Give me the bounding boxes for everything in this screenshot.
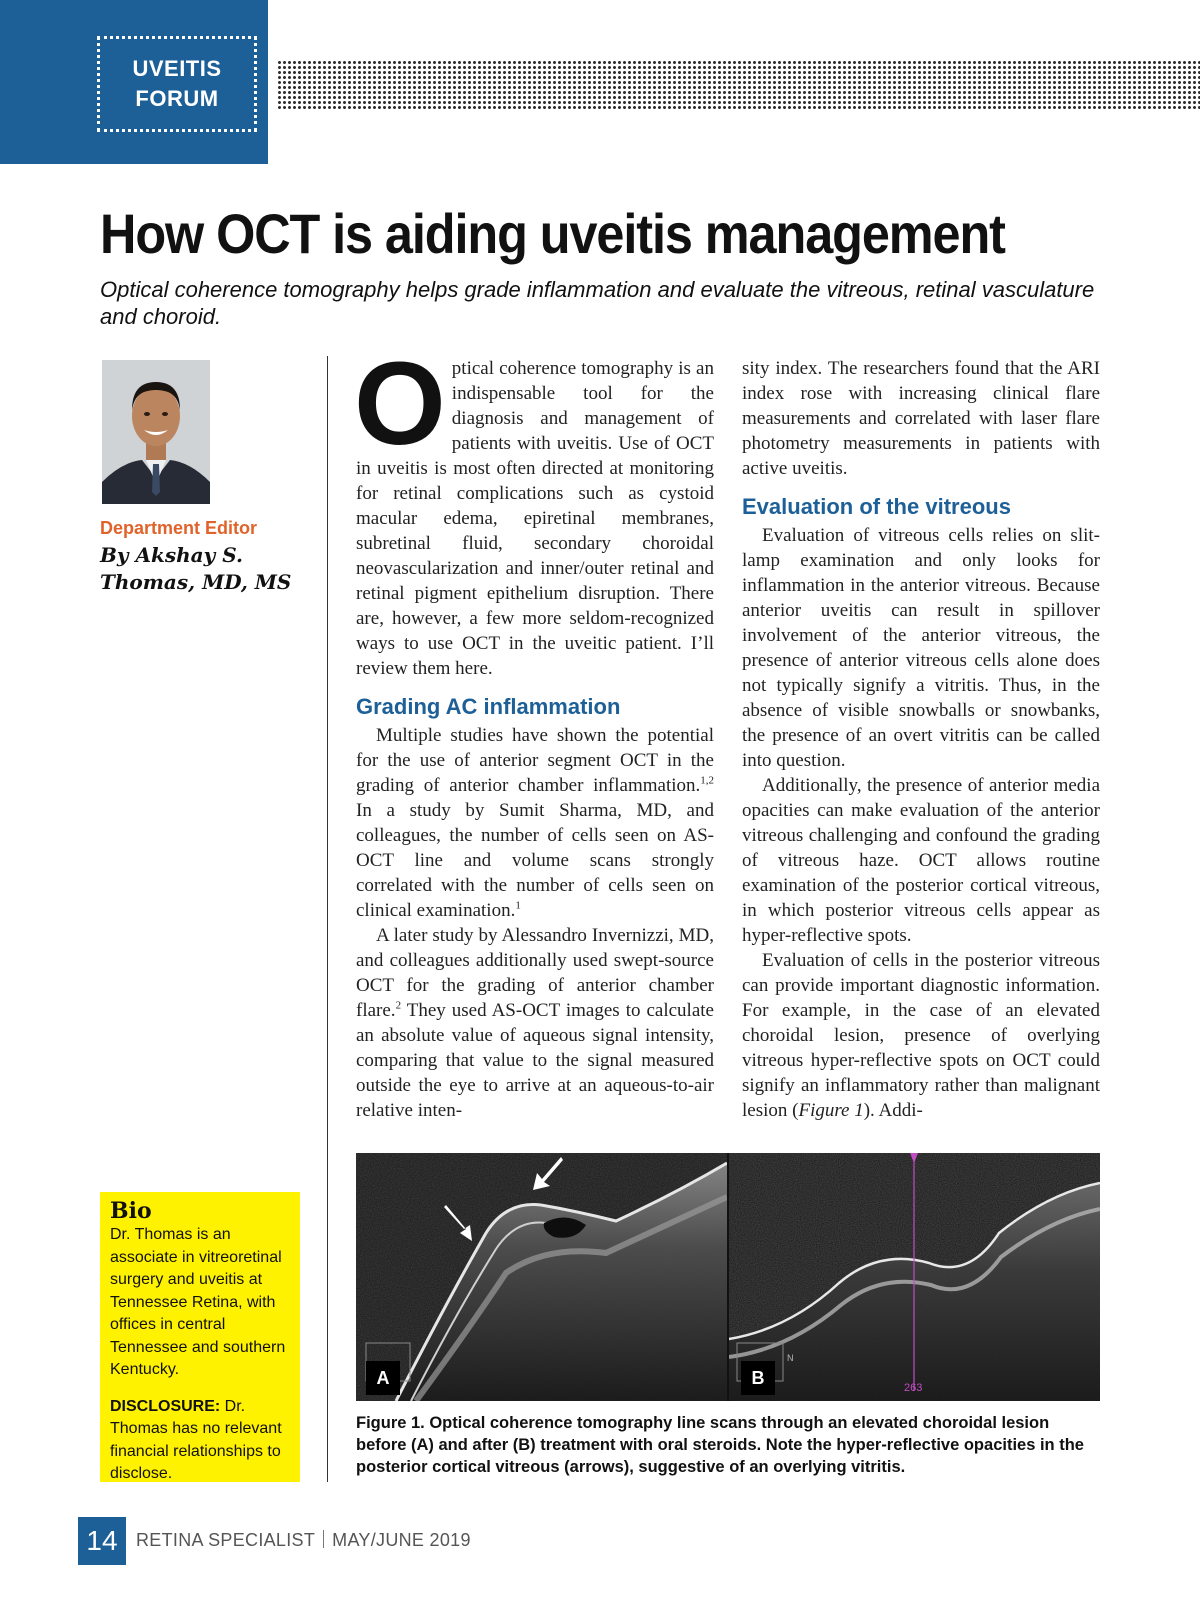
paragraph-vitreous-1: Evaluation of vitreous cells relies on slit-lamp examination and only looks for inflammation in the anterior vitreous. Because anterior uveitis can result in spillover involvement of the anterior vitreous, the presence of anterior vitreous cells alone does not typically signify a vitritis. Thus, in the absence of visible snowballs or snowbanks, the presence of an overt vitritis can be called into question. [742, 525, 1100, 771]
dotted-header-band [277, 60, 1200, 111]
paragraph-text: A later study by Alessandro Invernizzi, MD, and colleagues additionally used swept-source OCT for the grading of anterior chamber flare. [356, 925, 714, 1021]
section-tag-line2: FORUM [135, 86, 219, 111]
section-tag-line1: UVEITIS [132, 56, 222, 81]
paragraph-vitreous-3 [742, 948, 1100, 1123]
figure-oct-scans [356, 1153, 1100, 1401]
footer-publication-line [136, 1530, 471, 1551]
section-tag-border [97, 36, 257, 132]
paragraph-text: They used AS-OCT images to calculate an absolute value of aqueous signal intensity, comparing that value to the signal measured outside the eye to arrive at an aqueous-to-air relative inten- [356, 1000, 714, 1121]
editor-name-line1: By Akshay S. [100, 543, 243, 567]
editor-name [100, 542, 310, 596]
publication-name: RETINA SPECIALIST [136, 1530, 316, 1550]
intro-text: ptical coherence tomography is an indispensable tool for the diagnosis and management of patients with uveitis. Use of OCT in uveitis is most often directed at monitoring for retinal complications such as cystoid macular edema, epiretinal membranes, subretinal fluid, secondary choroidal neovascularization and inner/outer retinal and retinal pigment epithelium disruption. There are, however, a few more seldom-recognized ways to use OCT in the uveitic patient. I’ll review them here. [356, 358, 714, 679]
page-number: 14 [78, 1517, 126, 1565]
footer-divider [323, 1530, 324, 1548]
bio-heading: Bio [110, 1198, 152, 1224]
author-photo [102, 360, 210, 504]
article-subtitle: Optical coherence tomography helps grade inflammation and evaluate the vitreous, retinal vasculature and choroid. [100, 277, 1095, 329]
oct-scan-panel-a [356, 1153, 727, 1401]
panel-label-a: A [366, 1361, 400, 1395]
paragraph-text: In a study by Sumit Sharma, MD, and colleagues, the number of cells seen on AS-OCT line and volume scans strongly correlated with the number of cells seen on clinical examination. [356, 800, 714, 921]
editor-name-line2: Thomas, MD, MS [100, 570, 292, 594]
paragraph-text: ). Addi- [863, 1100, 923, 1121]
paragraph-text: Multiple studies have shown the potential for the use of anterior segment OCT in the grading of anterior chamber inflammation. [356, 725, 714, 796]
paragraph-vitreous-2: Additionally, the presence of anterior media opacities can make evaluation of the anterior vitreous challenging and confound the grading of vitreous haze. OCT allows routine examination of the posterior cortical vitreous, in which posterior vitreous cells appear as hyper-reflective spots. [742, 775, 1100, 946]
intro-paragraph [354, 338, 714, 681]
oct-scan-panel-b [729, 1153, 1100, 1401]
article-column-1 [354, 338, 714, 1123]
reference-marker: 1 [515, 899, 521, 912]
scan-marker-value: 263 [904, 1382, 923, 1394]
article-column-2 [742, 356, 1100, 1123]
panel-label-b: B [741, 1361, 775, 1395]
disclosure-label: DISCLOSURE: [110, 1397, 221, 1415]
column-divider [327, 356, 328, 1482]
figure-caption: Figure 1. Optical coherence tomography line scans through an elevated choroidal lesion before (A) and after (B) treatment with oral steroids. Note the hyper-reflective opacities in the posterior cortical vitreous (arrows), suggestive of an overlying vitritis. [356, 1414, 1084, 1476]
reference-marker: 2 [395, 999, 402, 1012]
paragraph-text: Evaluation of cells in the posterior vitreous can provide important diagnostic information. For example, in the case of an elevated choroidal lesion, presence of overlying vitreous hyper-reflective spots on OCT could signify an inflammatory rather than malignant lesion ( [742, 950, 1100, 1121]
issue-date: MAY/JUNE 2019 [332, 1530, 471, 1550]
scan-marker-n: N [787, 1353, 794, 1363]
heading-grading-ac: Grading AC inflammation [356, 694, 621, 719]
disclosure [110, 1396, 290, 1486]
heading-evaluation-vitreous: Evaluation of the vitreous [742, 494, 1011, 519]
bio-box [100, 1192, 300, 1482]
paragraph-grading-1 [356, 723, 714, 923]
paragraph-grading-2 [356, 923, 714, 1123]
editor-role: Department Editor [100, 518, 258, 538]
drop-cap: O [354, 338, 446, 470]
disclosure-text: Dr. Thomas has no relevant financial relationships to disclose. [110, 1397, 282, 1482]
paragraph-ari-index: sity index. The researchers found that the ARI index rose with increasing clinical flare measurements and correlated with laser flare photometry measurements in patients with active uveitis. [742, 358, 1100, 479]
article-title: How OCT is aiding uveitis management [100, 202, 1005, 265]
reference-marker: 1,2 [700, 774, 714, 787]
bio-text: Dr. Thomas is an associate in vitreoretinal surgery and uveitis at Tennessee Retina, with offices in central Tennessee and southern Kentucky. [110, 1226, 286, 1378]
figure-reference: Figure 1 [798, 1100, 864, 1121]
